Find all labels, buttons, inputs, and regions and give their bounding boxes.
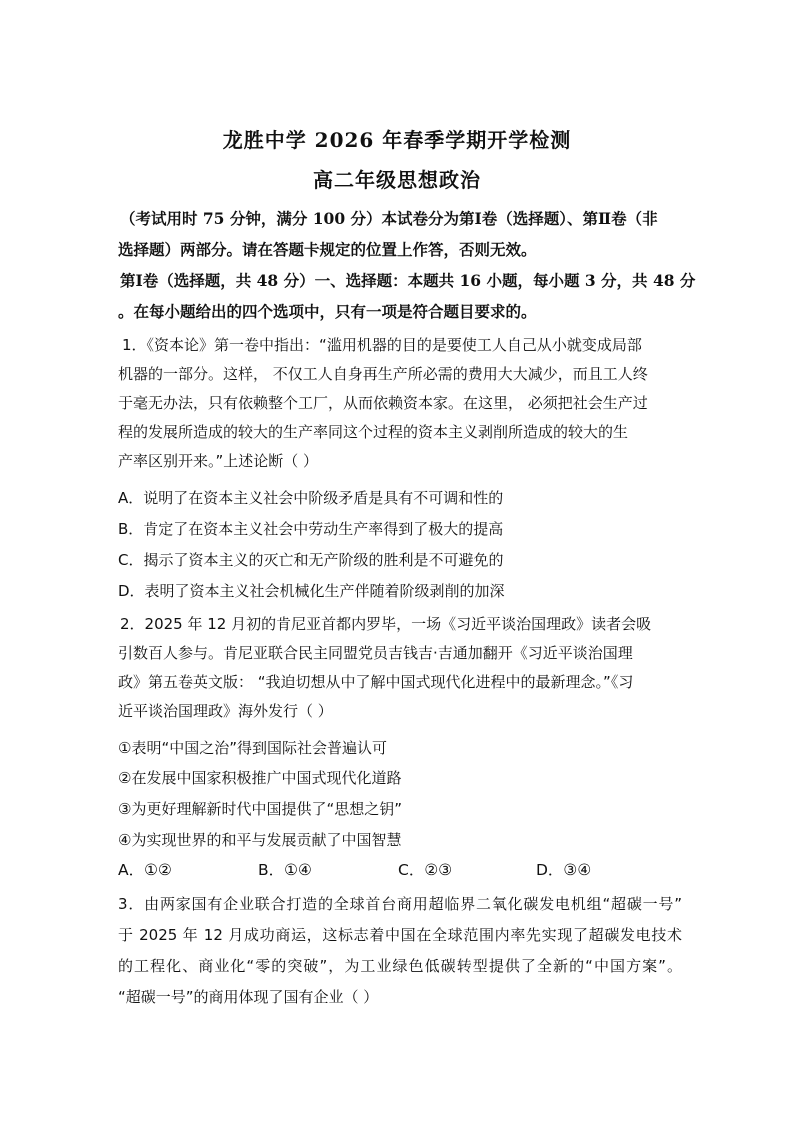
instructions-line-2: 选择题）两部分。请在答题卡规定的位置上作答，否则无效。 — [118, 240, 537, 259]
question-3-stem-line: 3．由两家国有企业联合打造的全球首台商用超临界二氧化碳发电机组“超碳一号” — [118, 895, 682, 913]
question-2-option-d[interactable]: D．③④ — [536, 861, 592, 879]
question-3-stem-line: “超碳一号”的商用体现了国有企业（ ） — [118, 988, 379, 1006]
question-2-statement-4: ④为实现世界的和平与发展贡献了中国智慧 — [118, 831, 402, 849]
question-1-option-d[interactable]: D．表明了资本主义社会机械化生产伴随着阶级剥削的加深 — [118, 582, 505, 600]
question-2-stem-line: 政》第五卷英文版： “我迫切想从中了解中国式现代化进程中的最新理念。”《习 — [118, 673, 634, 691]
question-2-statement-2: ②在发展中国家积极推广中国式现代化道路 — [118, 769, 402, 787]
question-3-stem-line: 于 2025 年 12 月成功商运，这标志着中国在全球范围内率先实现了超碳发电技术 — [118, 926, 682, 944]
question-1-option-b[interactable]: B．肯定了在资本主义社会中劳动生产率得到了极大的提高 — [118, 520, 504, 538]
question-2-stem-line: 近平谈治国理政》海外发行（ ） — [118, 702, 333, 720]
question-2-option-a[interactable]: A．①② — [118, 861, 172, 879]
question-1-stem-line: 产率区别开来。”上述论断（ ） — [118, 452, 319, 470]
question-1-stem-line: 于毫无办法，只有依赖整个工厂，从而依赖资本家。在这里， 必须把社会生产过 — [118, 394, 648, 412]
question-1-stem-line: 程的发展所造成的较大的生产率同这个过程的资本主义剥削所造成的较大的生 — [118, 423, 629, 441]
instructions-line-1: （考试用时 75 分钟，满分 100 分）本试卷分为第Ⅰ卷（选择题）、第Ⅱ卷（非 — [120, 209, 658, 228]
exam-subtitle: 高二年级思想政治 — [313, 168, 481, 192]
question-2-statement-1: ①表明“中国之治”得到国际社会普遍认可 — [118, 739, 387, 757]
question-3-stem-line: 的工程化、商业化“零的突破”，为工业绿色低碳转型提供了全新的“中国方案”。 — [118, 957, 682, 975]
question-2-statement-3: ③为更好理解新时代中国提供了“思想之钥” — [118, 800, 402, 818]
exam-title: 龙胜中学 2026 年春季学期开学检测 — [222, 128, 572, 152]
question-1-option-c[interactable]: C．揭示了资本主义的灭亡和无产阶级的胜利是不可避免的 — [118, 551, 504, 569]
question-1-stem-line: 机器的一部分。这样， 不仅工人自身再生产所必需的费用大大减少，而且工人终 — [118, 365, 648, 383]
question-2-stem-line: 引数百人参与。肯尼亚联合民主同盟党员吉钱吉·吉通加翻开《习近平谈治国理 — [118, 644, 633, 662]
section-header-line-2: 。在每小题给出的四个选项中，只有一项是符合题目要求的。 — [118, 302, 537, 321]
question-2-option-c[interactable]: C．②③ — [398, 861, 453, 879]
section-header-line-1: 第Ⅰ卷（选择题，共 48 分）一、选择题：本题共 16 小题，每小题 3 分，共 48 分 — [120, 271, 696, 290]
question-1-option-a[interactable]: A．说明了在资本主义社会中阶级矛盾是具有不可调和性的 — [118, 489, 504, 507]
question-2-stem-line: 2．2025 年 12 月初的肯尼亚首都内罗毕，一场《习近平谈治国理政》读者会吸 — [120, 615, 652, 633]
question-2-options — [0, 858, 794, 882]
question-2-option-b[interactable]: B．①④ — [258, 861, 312, 879]
question-1-stem-line: 1．《资本论》第一卷中指出：“滥用机器的目的是要使工人自己从小就变成局部 — [122, 336, 642, 354]
